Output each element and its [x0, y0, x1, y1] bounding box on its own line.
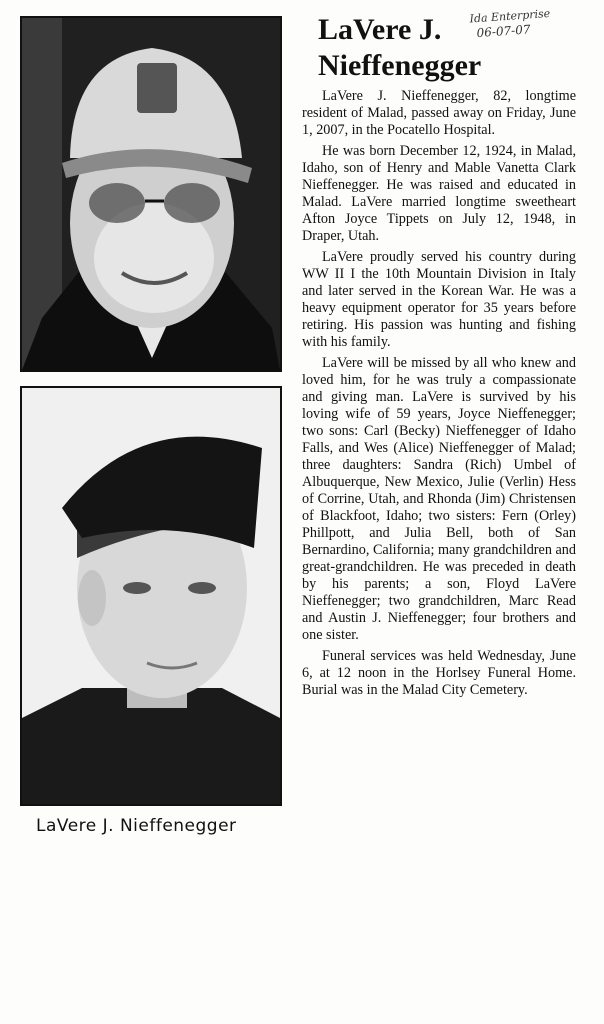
- paragraph-survivors: LaVere will be missed by all who knew and loved him, for he was truly a compassionate and giving man. LaVere is survived by his loving wife of 59 years, Joyce Nieffenegger; two sons: Carl (Becky) Nieffenegger of Idaho Falls, and Wes (Alice) Nieffenegger of Malad; three daughters: Sandra (Rich) Umbel of Albuquerque, New Mexico, Julie (Verlin) Hess of Corrine, Utah, and Rhonda (Jim) Christensen of Blackfoot, Idaho; two sisters: Fern (Orley) Phillpott, and Julia Bell, both of San Bernardino, California; many grandchildren and great-grandchildren. He was preceded in death by his parents; a son, Floyd LaVere Nieffenegger; two grandchildren, Marc Read and Austin J. Nieffenegger; four brothers and one sister.: [302, 355, 576, 643]
- handwritten-paper-name: Ida Enterprise: [469, 6, 551, 26]
- obituary-body: [302, 88, 576, 703]
- portrait-older-photo: [20, 16, 282, 372]
- paragraph-funeral: Funeral services was held Wednesday, June 6, at 12 noon in the Horlsey Funeral Home. Burial was in the Malad City Cemetery.: [302, 648, 576, 698]
- paragraph-death-notice: LaVere J. Nieffenegger, 82, longtime resident of Malad, passed away on Friday, June 1, 2007, in the Pocatello Hospital.: [302, 88, 576, 138]
- portrait-young-photo: [20, 386, 282, 806]
- headline-line-1: LaVere J.: [318, 13, 442, 46]
- paragraph-service-career: LaVere proudly served his country during WW II I the 10th Mountain Division in Italy and later served in the Korean War. He was a heavy equipment operator for 35 years before retiring. His passion was hunting and fishing with his family.: [302, 249, 576, 350]
- headline-line-2: Nieffenegger: [318, 49, 482, 82]
- obituary-headline: [318, 12, 588, 84]
- paragraph-early-life: He was born December 12, 1924, in Malad, Idaho, son of Henry and Mable Vanetta Clark Nieffenegger. He was raised and educated in Malad. LaVere married longtime sweetheart Afton Joyce Tippets on July 12, 1948, in Draper, Utah.: [302, 143, 576, 244]
- photo-caption: LaVere J. Nieffenegger: [36, 816, 237, 836]
- handwritten-date: 06-07-07: [476, 22, 531, 41]
